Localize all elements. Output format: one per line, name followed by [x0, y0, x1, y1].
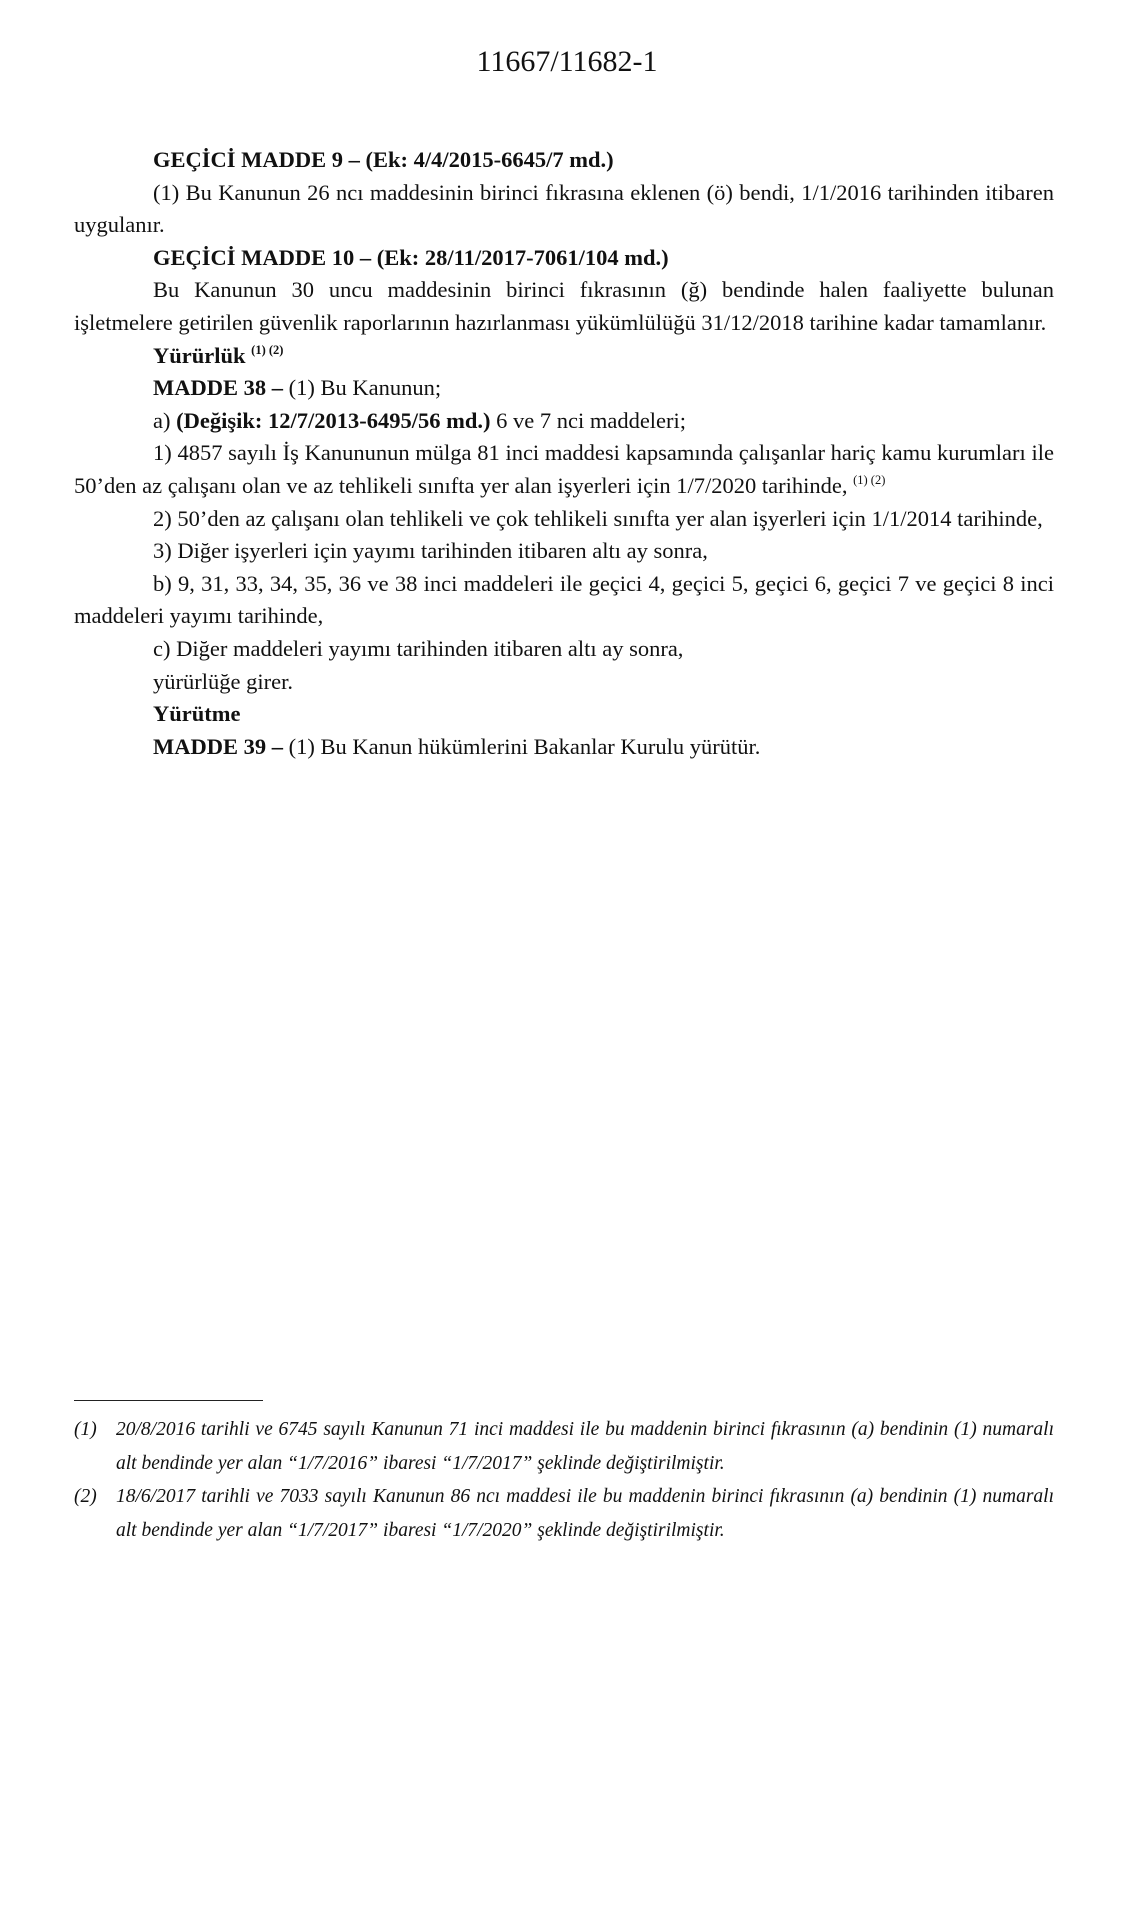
madde-39-text: (1) Bu Kanun hükümlerini Bakanlar Kurulu yürütür.	[288, 733, 761, 759]
footnotes	[74, 1413, 1054, 1547]
document-body	[74, 144, 1054, 763]
footnote-2-text: 18/6/2017 tarihli ve 7033 sayılı Kanunun 86 ncı maddesi ile bu maddenin birinci fıkrasının (a) bendinin (1) numaralı alt bendinde yer alan “1/7/2017” ibaresi “1/7/2020” şeklinde değiştirilmiştir.	[116, 1486, 1054, 1541]
madde-38-a-amendment: (Değişik: 12/7/2013-6495/56 md.)	[176, 407, 491, 433]
madde-38-closing: yürürlüğe girer.	[153, 668, 293, 694]
madde-38-intro-text: (1) Bu Kanunun;	[288, 375, 442, 401]
gecici-madde-10-heading: GEÇİCİ MADDE 10 – (Ek: 28/11/2017-7061/104 md.)	[153, 244, 669, 270]
footnote-2-mark: (2)	[74, 1486, 97, 1507]
madde-38-a-prefix: a)	[153, 407, 171, 433]
footnote-2	[74, 1480, 1054, 1547]
footnote-separator	[74, 1400, 263, 1401]
madde-38-a-rest: 6 ve 7 nci maddeleri;	[496, 407, 687, 433]
madde-39	[74, 731, 1054, 764]
yururluk-heading	[74, 340, 1054, 373]
gecici-madde-10-text: Bu Kanunun 30 uncu maddesinin birinci fıkrasının (ğ) bendinde halen faaliyette bulunan işletmelere getirilen güvenlik raporlarının hazırlanması yükümlülüğü 31/12/2018 tarihine kadar tamamlanır.	[74, 277, 1054, 335]
madde-38-a	[74, 405, 1054, 438]
yururluk-heading-text: Yürürlük	[153, 342, 246, 368]
madde-38-intro	[74, 372, 1054, 405]
gecici-madde-9-text: (1) Bu Kanunun 26 ncı maddesinin birinci fıkrasına eklenen (ö) bendi, 1/1/2016 tarihinden itibaren uygulanır.	[74, 179, 1054, 238]
page-header-doc-number: 11667/11682-1	[476, 45, 658, 78]
yurutme-heading: Yürütme	[153, 701, 241, 727]
madde-38-b: b) 9, 31, 33, 34, 35, 36 ve 38 inci maddeleri ile geçici 4, geçici 5, geçici 6, geçici 7 ve geçici 8 inci maddeleri yayımı tarihinde,	[74, 570, 1054, 629]
madde-38-a-item-1-footnote-ref[interactable]: (1) (2)	[853, 472, 886, 487]
madde-38-c: c) Diğer maddeleri yayımı tarihinden itibaren altı ay sonra,	[153, 635, 684, 661]
footnote-1	[74, 1413, 1054, 1480]
yururluk-footnote-ref[interactable]: (1) (2)	[251, 342, 284, 357]
madde-38-a-item-1-text: 1) 4857 sayılı İş Kanununun mülga 81 inci maddesi kapsamında çalışanlar hariç kamu kurumları ile 50’den az çalışanı olan ve az tehlikeli sınıfta yer alan işyerleri için 1/7/2020 tarihinde,	[74, 440, 1054, 498]
footnote-1-mark: (1)	[74, 1419, 97, 1440]
madde-38-a-item-2: 2) 50’den az çalışanı olan tehlikeli ve çok tehlikeli sınıfta yer alan işyerleri için 1/1/2014 tarihinde,	[153, 505, 1043, 531]
footnote-1-text: 20/8/2016 tarihli ve 6745 sayılı Kanunun 71 inci maddesi ile bu maddenin birinci fıkrasının (a) bendinin (1) numaralı alt bendinde yer alan “1/7/2016” ibaresi “1/7/2017” şeklinde değiştirilmiştir.	[116, 1419, 1054, 1474]
gecici-madde-9-heading: GEÇİCİ MADDE 9 – (Ek: 4/4/2015-6645/7 md.)	[153, 147, 614, 172]
madde-38-label: MADDE 38 –	[153, 375, 283, 401]
madde-39-label: MADDE 39 –	[153, 733, 283, 759]
madde-38-a-item-1	[74, 437, 1054, 502]
madde-38-a-item-3: 3) Diğer işyerleri için yayımı tarihinden itibaren altı ay sonra,	[153, 538, 708, 564]
